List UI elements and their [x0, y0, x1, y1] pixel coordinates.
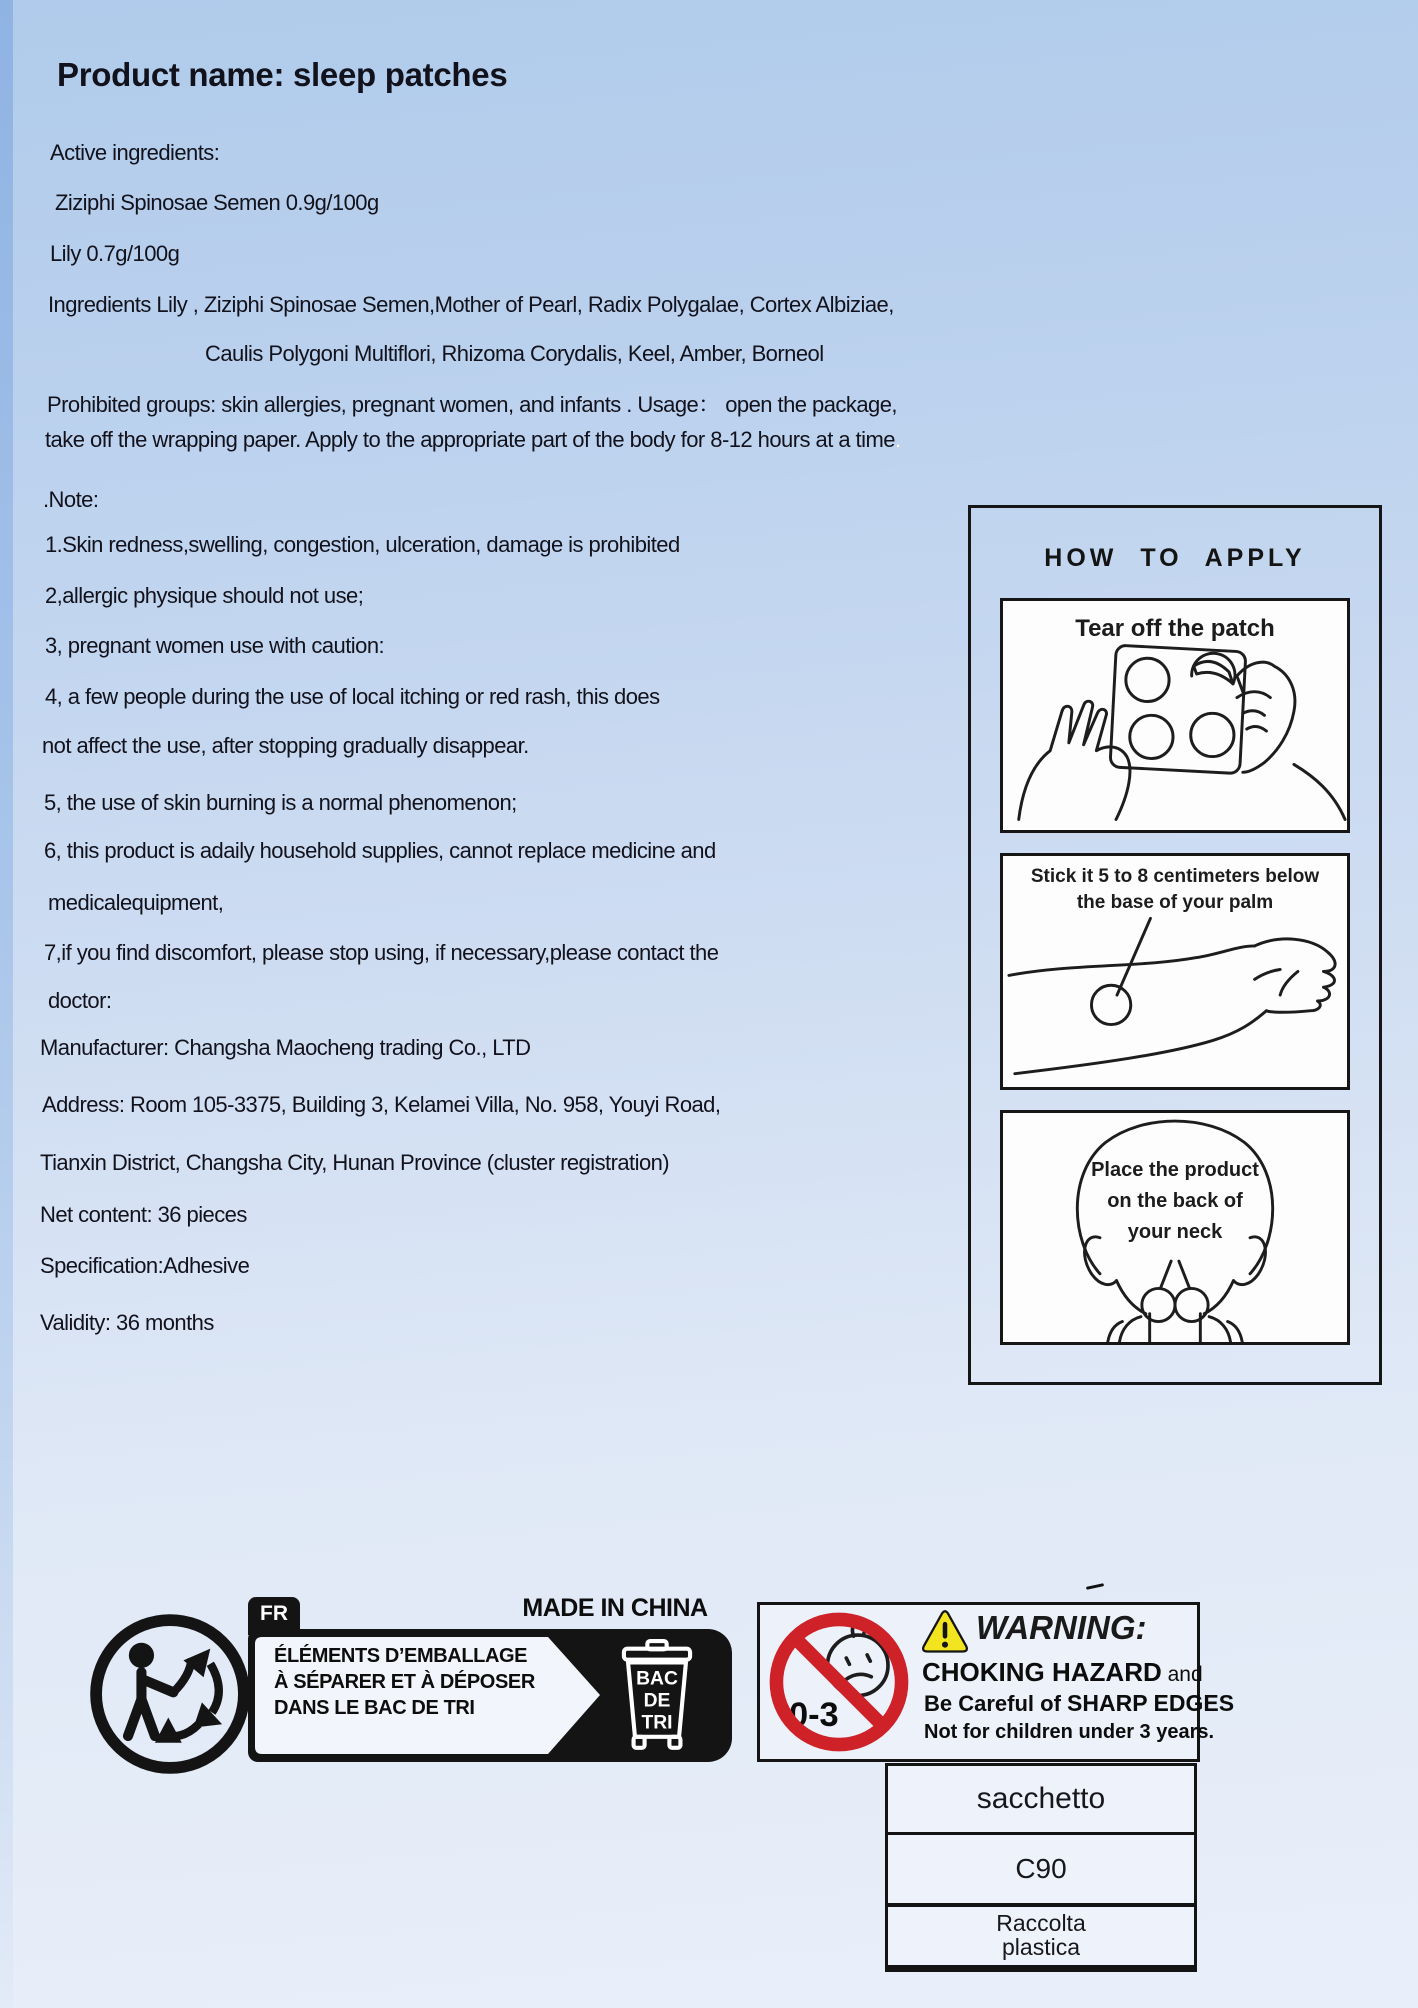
- alert-triangle-icon: [920, 1609, 970, 1653]
- step-neck-panel: [1000, 1110, 1350, 1345]
- step-wrist-panel: [1000, 853, 1350, 1090]
- net-content-line: Net content: 36 pieces: [40, 1202, 247, 1227]
- label-text-line: Ziziphi Spinosae Semen 0.9g/100g: [55, 190, 379, 215]
- step-caption: Tear off the patch: [1075, 615, 1275, 642]
- page-title: Product name: sleep patches: [57, 56, 508, 93]
- warning-title: WARNING:: [976, 1609, 1147, 1646]
- label-text-segment: take off the wrapping paper. Apply to the appropriate part of the body for 8-12 hours at a time: [45, 427, 895, 452]
- not-for-0-3-years-icon: [766, 1609, 912, 1755]
- bin-word: TRI: [641, 1712, 673, 1734]
- specification-line: Specification:Adhesive: [40, 1253, 250, 1278]
- label-text-line: 5, the use of skin burning is a normal phenomenon;: [44, 790, 517, 815]
- stray-mark: [1086, 1583, 1104, 1590]
- label-text-line: Ingredients Lily , Ziziphi Spinosae Semen,Mother of Pearl, Radix Polygalae, Cortex Albiziae,: [48, 292, 894, 317]
- sorting-line: ÉLÉMENTS D’EMBALLAGE: [274, 1645, 528, 1667]
- manufacturer-line: Manufacturer: Changsha Maocheng trading Co., LTD: [40, 1035, 531, 1060]
- sorting-table-row: sacchetto: [976, 1782, 1106, 1815]
- sorting-line: À SÉPARER ET À DÉPOSER: [274, 1671, 535, 1693]
- label-text-line: Prohibited groups: skin allergies, pregnant women, and infants . Usage： open the package,: [47, 392, 897, 417]
- label-text-line: .Note:: [43, 487, 99, 512]
- white-period: .: [894, 427, 901, 452]
- address-line: Address: Room 105-3375, Building 3, Kelamei Villa, No. 958, Youyi Road,: [42, 1092, 721, 1117]
- choking-hazard-text: CHOKING HAZARD: [922, 1657, 1162, 1687]
- label-text-line: 7,if you find discomfort, please stop using, if necessary,please contact the: [44, 940, 719, 965]
- step-tear-off-panel: [1000, 598, 1350, 833]
- validity-line: Validity: 36 months: [40, 1310, 214, 1335]
- sorting-table-cell-line: Raccolta: [996, 1910, 1086, 1937]
- label-text-line: Caulis Polygoni Multiflori, Rhizoma Corydalis, Keel, Amber, Borneol: [205, 341, 824, 366]
- sharp-edges-text: SHARP EDGES: [1067, 1690, 1235, 1716]
- packaging-sorting-label: [248, 1629, 732, 1762]
- how-to-apply-title: HOW TO APPLY: [1044, 544, 1306, 572]
- label-text-line: 4, a few people during the use of local itching or red rash, this does: [45, 684, 660, 709]
- label-text-line: 2,allergic physique should not use;: [45, 583, 364, 608]
- page-edge-shading: [0, 0, 13, 2008]
- fr-country-tag: FR: [248, 1597, 300, 1635]
- sorting-label-text: [274, 1643, 535, 1721]
- sorting-table-cell-line: plastica: [1002, 1934, 1080, 1960]
- wrist-placement-illustration: [1003, 915, 1347, 1083]
- triman-recycling-icon: [86, 1608, 254, 1780]
- warning-line1-rest: and: [1161, 1663, 1203, 1686]
- bac-de-tri-bin-icon: [614, 1639, 700, 1752]
- sorting-line: DANS LE BAC DE TRI: [274, 1697, 475, 1719]
- tear-off-patch-illustration: [1003, 643, 1347, 821]
- step-caption: [1003, 1155, 1347, 1248]
- caption-line: Stick it 5 to 8 centimeters below: [1030, 866, 1320, 887]
- address-line: Tianxin District, Changsha City, Hunan Province (cluster registration): [40, 1150, 670, 1175]
- bin-word: DE: [643, 1690, 671, 1712]
- step-caption: [1003, 864, 1347, 915]
- sorting-table-row: C90: [888, 1832, 1194, 1903]
- warning-line1: [922, 1657, 1203, 1688]
- warning-line3: Not for children under 3 years.: [924, 1721, 1215, 1743]
- label-text-line: Active ingredients:: [50, 140, 220, 165]
- sorting-table-row: [888, 1903, 1194, 1965]
- made-in-china-text: MADE IN CHINA: [522, 1594, 708, 1622]
- label-text-line: 3, pregnant women use with caution:: [45, 633, 385, 658]
- italian-sorting-table: [885, 1763, 1197, 1972]
- label-text-line: doctor:: [48, 988, 112, 1013]
- caption-line: the base of your palm: [1076, 891, 1274, 913]
- label-text-line: Lily 0.7g/100g: [50, 241, 180, 266]
- label-text-line: 6, this product is adaily household supplies, cannot replace medicine and: [44, 838, 716, 863]
- caption-line: Place the product: [1091, 1159, 1259, 1181]
- label-text-line: medicalequipment,: [48, 890, 224, 915]
- age-range-text: 0-3: [788, 1695, 839, 1734]
- caption-line: on the back of: [1107, 1190, 1243, 1212]
- caption-line: your neck: [1127, 1221, 1223, 1243]
- how-to-apply-box: [968, 505, 1382, 1385]
- label-text-line: not affect the use, after stopping gradually disappear.: [42, 733, 529, 758]
- label-text-line: [45, 427, 901, 453]
- warning-line2-pre: Be Careful of: [924, 1691, 1068, 1716]
- choking-hazard-label: [757, 1602, 1235, 1762]
- warning-line2: [924, 1690, 1234, 1717]
- label-text-line: 1.Skin redness,swelling, congestion, ulceration, damage is prohibited: [45, 532, 680, 557]
- bin-word: BAC: [636, 1668, 678, 1690]
